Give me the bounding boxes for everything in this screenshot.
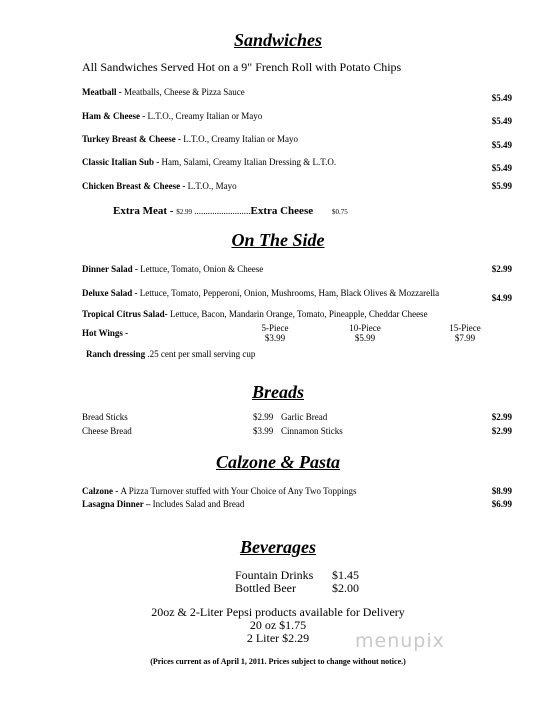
item-name: Deluxe Salad - — [82, 288, 140, 298]
beverage-price: $1.45 — [332, 568, 359, 582]
menu-item-lasagna — [82, 499, 244, 509]
item-name: Ham & Cheese - — [82, 111, 148, 121]
item-desc: L.T.O., Mayo — [187, 181, 237, 191]
bread-item-price: $2.99 — [491, 426, 512, 436]
menu-item-hot-wings — [82, 328, 128, 338]
item-price: $5.49 — [491, 163, 512, 173]
item-name: Calzone - — [82, 486, 121, 496]
delivery-note: 20oz & 2-Liter Pepsi products available for Delivery — [151, 605, 405, 619]
item-desc: Includes Salad and Bread — [152, 499, 245, 509]
bread-item-name: Bread Sticks — [82, 412, 128, 422]
item-price: $5.49 — [491, 116, 512, 126]
item-price: $5.49 — [491, 140, 512, 150]
menu-item-italian-sub — [82, 157, 336, 167]
bread-item-name: Cinnamon Sticks — [281, 426, 343, 436]
wings-size: 10-Piece — [349, 323, 381, 333]
extra-dots: ......................... — [191, 206, 251, 216]
bread-item-name: Cheese Bread — [82, 426, 132, 436]
item-desc: .25 cent per small serving cup — [147, 349, 256, 359]
extra-meat-label: Extra Meat - — [113, 205, 177, 217]
bread-item-price: $2.99 — [253, 412, 274, 422]
wings-size: 15-Piece — [449, 323, 481, 333]
side-heading: On The Side — [231, 230, 325, 250]
wings-option-15 — [445, 323, 485, 343]
beverage-name: Bottled Beer — [235, 581, 296, 595]
wings-option-10 — [345, 323, 385, 343]
item-name: Ranch dressing — [86, 349, 148, 359]
item-name: Hot Wings - — [82, 328, 129, 338]
wings-option-5 — [255, 323, 295, 343]
menu-item-chicken — [82, 181, 237, 191]
item-name: Dinner Salad - — [82, 264, 141, 274]
wings-price: $3.99 — [264, 333, 286, 343]
item-desc: L.T.O., Creamy Italian or Mayo — [183, 134, 299, 144]
delivery-20oz: 20 oz $1.75 — [249, 618, 307, 632]
sandwiches-intro: All Sandwiches Served Hot on a 9" French Roll with Potato Chips — [82, 60, 402, 74]
extra-meat-price: $2.99 — [176, 208, 192, 216]
wings-price: $7.99 — [454, 333, 476, 343]
bread-item-price: $3.99 — [253, 426, 274, 436]
menu-item-turkey — [82, 134, 298, 144]
item-name: Meatball - — [82, 87, 124, 97]
menu-item-deluxe-salad — [82, 288, 439, 298]
item-price: $8.99 — [491, 486, 512, 496]
extra-cheese-price: $0.75 — [332, 208, 348, 216]
item-desc: Meatballs, Cheese & Pizza Sauce — [124, 87, 245, 97]
bread-item-name: Garlic Bread — [281, 412, 328, 422]
menu-item-tropical-salad — [82, 309, 428, 319]
menu-item-meatball — [82, 87, 245, 97]
breads-heading: Breads — [251, 382, 304, 402]
menu-item-calzone — [82, 486, 357, 496]
delivery-2liter: 2 Liter $2.29 — [246, 631, 310, 645]
menupix-watermark: menupix — [355, 630, 445, 652]
wings-size: 5-Piece — [261, 323, 289, 333]
beverage-name: Fountain Drinks — [235, 568, 314, 582]
item-desc: Lettuce, Tomato, Onion & Cheese — [140, 264, 264, 274]
ranch-dressing — [86, 349, 255, 359]
price-footnote: (Prices current as of April 1, 2011. Prices subject to change without notice.) — [150, 657, 406, 666]
beverage-price: $2.00 — [332, 581, 359, 595]
item-price: $2.99 — [491, 264, 512, 274]
item-price: $4.99 — [491, 293, 512, 303]
item-name: Turkey Breast & Cheese - — [82, 134, 184, 144]
item-price: $5.99 — [491, 181, 512, 191]
item-name: Lasagna Dinner – — [82, 499, 153, 509]
item-price: $5.49 — [491, 93, 512, 103]
item-desc: Ham, Salami, Creamy Italian Dressing & L.T.O. — [161, 157, 337, 167]
item-desc: Lettuce, Tomato, Pepperoni, Onion, Mushrooms, Ham, Black Olives & Mozzarella — [139, 288, 440, 298]
wings-price: $5.99 — [354, 333, 376, 343]
calzone-heading: Calzone & Pasta — [215, 452, 340, 472]
extras-line — [113, 205, 313, 217]
bread-item-price: $2.99 — [491, 412, 512, 422]
item-desc: Lettuce, Bacon, Mandarin Orange, Tomato, Pineapple, Cheddar Cheese — [169, 309, 428, 319]
menu-item-ham-cheese — [82, 111, 262, 121]
item-desc: L.T.O., Creamy Italian or Mayo — [147, 111, 263, 121]
beverages-heading: Beverages — [240, 537, 316, 557]
item-desc: A Pizza Turnover stuffed with Your Choice of Any Two Toppings — [120, 486, 357, 496]
item-name: Chicken Breast & Cheese - — [82, 181, 188, 191]
extra-cheese-label: Extra Cheese — [250, 205, 314, 217]
item-price: $6.99 — [491, 499, 512, 509]
sandwiches-heading: Sandwiches — [233, 30, 323, 50]
menu-item-dinner-salad — [82, 264, 263, 274]
item-name: Tropical Citrus Salad- — [82, 309, 170, 319]
item-name: Classic Italian Sub - — [82, 157, 162, 167]
